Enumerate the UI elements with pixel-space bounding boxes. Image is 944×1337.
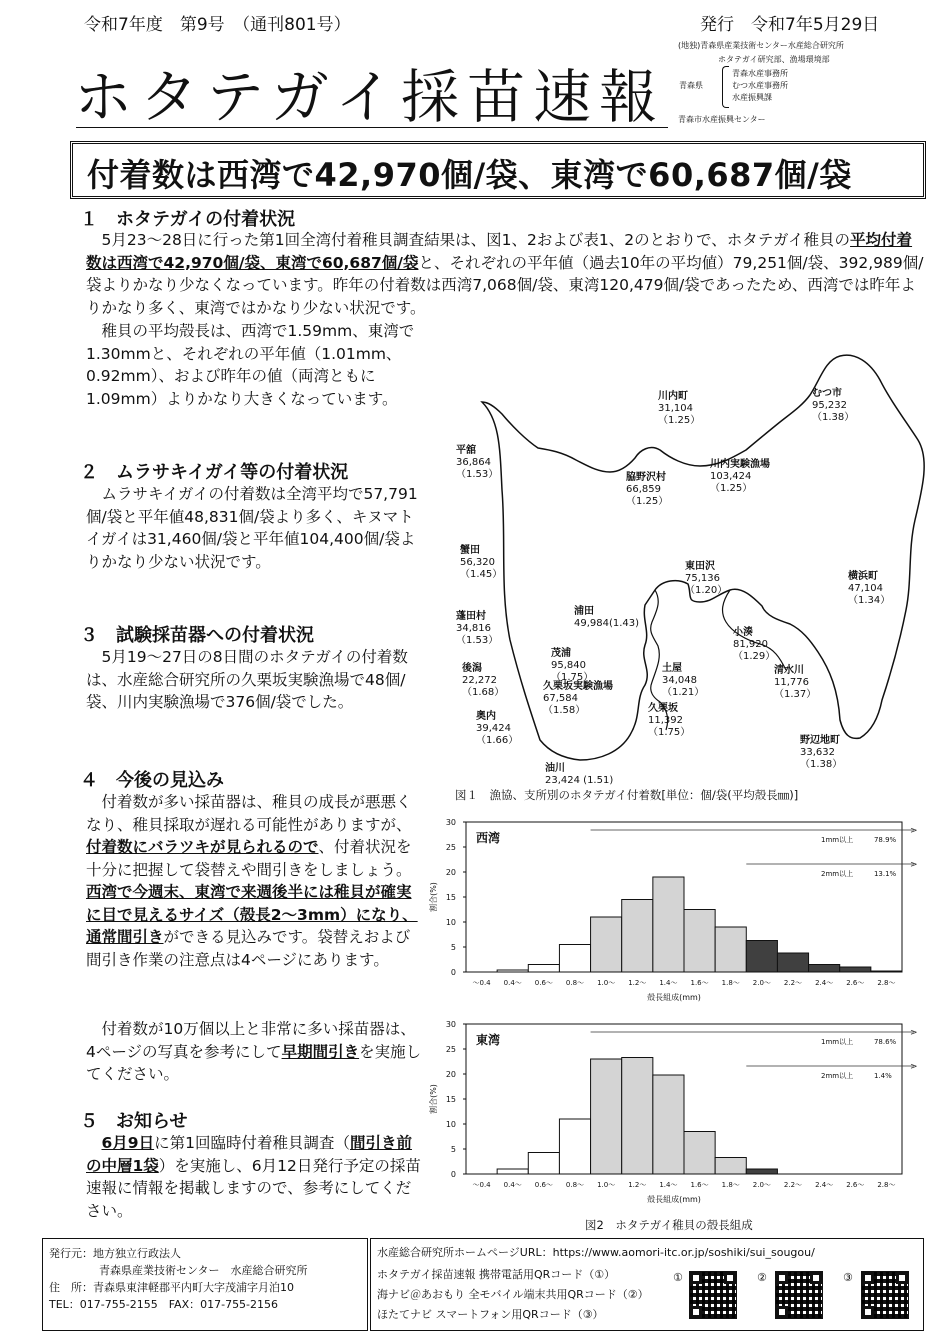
station-count: 49,984(1.43)	[574, 618, 640, 629]
y-tick-label: 15	[445, 1095, 456, 1104]
station-count: 11,392	[648, 715, 683, 726]
histogram-bar	[622, 1058, 653, 1175]
x-tick-label: 2.0～	[752, 979, 771, 987]
text: ）を実施し、6月12日発行予定の採苗速報に情報を掲載しますので、参考にしてください。	[86, 1156, 421, 1220]
station-name: 久栗坂実験漁場	[543, 681, 613, 692]
map-station	[462, 663, 504, 699]
station-size: （1.75）	[551, 672, 594, 683]
station-count: 34,048	[662, 675, 697, 686]
x-tick-label: 1.0～	[597, 979, 616, 987]
station-name: むつ市	[812, 388, 842, 399]
map-caption: 図１ 漁協、支所別のホタテガイ付着数[単位：個/袋(平均殻長㎜)]	[455, 788, 799, 802]
section-3-heading: ３ 試験採苗器への付着状況	[80, 625, 314, 646]
station-size: （1.25）	[658, 415, 701, 426]
x-tick-label: ～0.4	[472, 1181, 491, 1189]
footer-org: 青森県産業技術センター 水産総合研究所	[99, 1264, 308, 1277]
qr-label-1: ホタテガイ採苗速報 携帯電話用QRコード（①）	[377, 1268, 616, 1281]
histogram-bar	[715, 1158, 746, 1175]
range-label: 2mm以上	[821, 870, 854, 878]
station-size: （1.53）	[456, 635, 499, 646]
chart-west	[424, 808, 924, 1013]
x-axis-label: 殻長組成(mm)	[647, 993, 701, 1002]
x-tick-label: 2.2～	[783, 1181, 803, 1189]
map-station	[662, 663, 704, 699]
footer-address: 住 所：青森県東津軽郡平内町大字茂浦字月泊10	[49, 1281, 294, 1294]
histogram-bar	[559, 1119, 590, 1174]
station-size: （1.58）	[543, 705, 586, 716]
y-tick-label: 20	[445, 1070, 456, 1079]
y-tick-label: 20	[445, 868, 456, 877]
station-name: 川内実験漁場	[710, 459, 770, 470]
station-name: 横浜町	[848, 571, 878, 582]
station-size: （1.68）	[462, 687, 505, 698]
histogram-bar	[809, 965, 840, 973]
range-value: 78.6%	[873, 1038, 897, 1046]
station-size: （1.25）	[626, 496, 669, 507]
y-tick-label: 10	[445, 1120, 456, 1129]
station-count: 67,584	[543, 693, 578, 704]
histogram-bar	[559, 945, 590, 973]
emphasis-text: 6月9日	[101, 1134, 155, 1152]
text: 付着数が10万個以上と非常に多い採苗器は、4ページの写真を参考にして	[86, 1020, 416, 1061]
station-count: 39,424	[476, 723, 511, 734]
range-label: 2mm以上	[821, 1072, 854, 1080]
station-count: 47,104	[848, 583, 883, 594]
station-name: 東田沢	[685, 561, 715, 572]
map-station	[626, 472, 668, 508]
station-name: 浦田	[574, 606, 594, 617]
histogram-bar	[591, 1059, 622, 1174]
station-count: 31,104	[658, 403, 693, 414]
station-size: （1.25）	[710, 483, 753, 494]
section-3-paragraph: 5月19～27日の8日間のホタテガイの付着数は、水産総合研究所の久栗坂実験漁場で48個/袋、川内実験漁場で376個/袋でした。	[86, 648, 408, 711]
x-tick-label: 0.8～	[565, 1181, 585, 1189]
station-count: 23,424 (1.51)	[545, 775, 614, 786]
section-1-heading: １ ホタテガイの付着状況	[80, 209, 296, 230]
station-name: 平舘	[456, 445, 476, 456]
footer-publisher: 発行元：地方独立行政法人	[49, 1247, 181, 1260]
footer-links-box	[370, 1238, 924, 1331]
station-count: 95,840	[551, 660, 586, 671]
page-title: ホタテガイ採苗速報	[74, 63, 666, 131]
map-station	[456, 611, 498, 647]
map-station	[456, 445, 498, 481]
station-name: 清水川	[774, 665, 804, 676]
x-tick-label: 0.6～	[534, 979, 553, 987]
range-value: 78.9%	[873, 836, 897, 844]
station-size: （1.53）	[456, 469, 499, 480]
station-count: 34,816	[456, 623, 491, 634]
histogram-bar	[591, 917, 622, 972]
text: と、それぞれの平年値（過去10年の平均値）79,251個/袋、392,989個/袋よりかなり少なくなっています。昨年の付着数は西湾7,068個/袋、東湾120,479個/袋であったため、西湾では昨年よりかなり多く、東湾ではかなり少ない状況です。	[86, 253, 924, 317]
x-tick-label: ～0.4	[472, 979, 491, 987]
headline: 付着数は西湾で42,970個/袋、東湾で60,687個/袋	[87, 156, 852, 194]
range-arrow-head: >	[910, 1062, 918, 1072]
section-2-paragraph: ムラサキイガイの付着数は全湾平均で57,791個/袋と平年値48,831個/袋より多く、キヌマトイガイは31,460個/袋と平年値104,400個/袋よりかなり少ない状況です。	[86, 485, 418, 571]
station-size: （1.37）	[774, 689, 817, 700]
section-2-heading: ２ ムラサキイガイ等の付着状況	[80, 462, 349, 483]
station-name: 奥内	[476, 711, 496, 722]
map-station	[460, 545, 502, 581]
range-label: 1mm以上	[821, 1038, 854, 1046]
x-tick-label: 2.4～	[815, 1181, 834, 1189]
x-tick-label: 2.6～	[846, 979, 865, 987]
histogram-bar	[528, 965, 559, 973]
x-tick-label: 0.4～	[503, 979, 522, 987]
map-station	[848, 571, 890, 607]
issue-number: 令和7年度 第9号 （通刊801号）	[84, 15, 351, 35]
map-station	[648, 703, 690, 739]
histogram-bar	[871, 971, 902, 972]
histogram-bar	[653, 1075, 684, 1174]
text: 付着数が多い採苗器は、稚貝の成長が悪悪くなり、稚貝採取が遅れる可能性がありますが、	[86, 793, 412, 834]
x-tick-label: 1.8～	[721, 1181, 740, 1189]
y-tick-label: 30	[445, 1020, 456, 1029]
x-tick-label: 1.2～	[628, 979, 647, 987]
station-count: 33,632	[800, 747, 835, 758]
emphasis-text: 付着数にバラツキが見られるので	[86, 838, 319, 856]
station-name: 脇野沢村	[626, 472, 666, 483]
x-tick-label: 2.4～	[815, 979, 834, 987]
station-size: （1.20）	[685, 585, 728, 596]
histogram-bar	[746, 1169, 777, 1174]
x-axis-label: 殻長組成(mm)	[647, 1195, 701, 1204]
qr-number: ①	[673, 1271, 683, 1284]
qr-number: ②	[757, 1271, 767, 1284]
station-size: （1.38）	[800, 759, 843, 770]
emphasis-text: 西湾で今週末、東湾で来週後半には稚貝が確実に目で見えるサイズ（殻長2～3mm）になり、通常間引き	[86, 883, 418, 946]
org-pref: 青森県	[679, 81, 703, 90]
histogram-bar	[840, 967, 871, 972]
map-station	[710, 459, 770, 495]
issue-date: 発行 令和7年5月29日	[700, 15, 880, 35]
y-tick-label: 5	[450, 943, 456, 952]
map-station	[685, 561, 727, 597]
x-tick-label: 0.6～	[534, 1181, 553, 1189]
station-size: （1.38）	[812, 412, 855, 423]
range-value: 13.1%	[873, 870, 897, 878]
x-tick-label: 2.8～	[877, 979, 896, 987]
map-station	[551, 648, 593, 684]
range-arrow-head: >	[910, 860, 918, 870]
emphasis-text: 間引き前の中層1袋	[86, 1134, 412, 1175]
homepage-url[interactable]: 水産総合研究所ホームページURL：https://www.aomori-itc.or.jp/soshiki/sui_sougou/	[377, 1246, 815, 1259]
station-count: 75,136	[685, 573, 720, 584]
y-tick-label: 5	[450, 1145, 456, 1154]
text: ができる見込みです。袋替えおよび間引き作業の注意点は4ページにあります。	[86, 928, 411, 969]
range-arrow-head: >	[910, 1028, 918, 1038]
text: を実施してください。	[86, 1042, 422, 1083]
map-station	[658, 391, 700, 427]
x-tick-label: 1.6～	[690, 979, 709, 987]
section-4-heading: ４ 今後の見込み	[80, 770, 224, 791]
chart-title: 東湾	[476, 1033, 501, 1047]
station-count: 56,320	[460, 557, 495, 568]
y-axis-label: 割合(%)	[429, 882, 438, 912]
station-size: （1.34）	[848, 595, 891, 606]
station-count: 66,859	[626, 484, 661, 495]
histogram-bar	[777, 953, 808, 972]
histogram-bar	[746, 941, 777, 973]
station-size: （1.21）	[662, 687, 705, 698]
section-5-heading: ５ お知らせ	[80, 1111, 188, 1132]
y-axis-label: 割合(%)	[429, 1084, 438, 1114]
y-tick-label: 0	[450, 968, 456, 977]
station-name: 久栗坂	[648, 703, 678, 714]
histogram-bar	[684, 910, 715, 973]
section-1-paragraph-1	[86, 229, 924, 319]
station-size: （1.29）	[733, 651, 776, 662]
station-count: 81,920	[733, 639, 768, 650]
station-name: 後潟	[462, 663, 482, 674]
map-station	[476, 711, 518, 747]
emphasis-text: 平均付着数は西湾で42,970個/袋、東湾で60,687個/袋	[86, 231, 913, 272]
station-count: 36,864	[456, 457, 491, 468]
org-pref-item: 水産振興課	[732, 93, 772, 102]
range-arrow-head: >	[910, 826, 918, 836]
map-station	[774, 665, 816, 701]
x-tick-label: 2.0～	[752, 1181, 771, 1189]
text: に第1回臨時付着稚貝調査（	[154, 1134, 350, 1152]
qr-label-3: ほたてナビ スマートフォン用QRコード（③）	[377, 1308, 604, 1321]
qr-code-icon[interactable]	[861, 1271, 909, 1319]
map-station	[800, 735, 842, 771]
station-count: 95,232	[812, 400, 847, 411]
station-size: （1.75）	[648, 727, 691, 738]
station-size: （1.45）	[460, 569, 503, 580]
station-count: 11,776	[774, 677, 809, 688]
station-name: 茂浦	[551, 648, 571, 659]
y-tick-label: 10	[445, 918, 456, 927]
station-name: 蟹田	[460, 545, 480, 556]
histogram-bar	[497, 970, 528, 972]
footer-contact-box	[42, 1238, 368, 1331]
histogram-bar	[684, 1132, 715, 1175]
x-tick-label: 1.2～	[628, 1181, 647, 1189]
text: 、付着状況を十分に把握して袋替えや間引きをしましょう。	[86, 838, 412, 879]
footer-phone: TEL：017-755-2155 FAX：017-755-2156	[49, 1298, 279, 1311]
range-label: 1mm以上	[821, 836, 854, 844]
org-top: (地独)青森県産業技術センター水産総合研究所	[678, 41, 844, 50]
map-station	[574, 606, 639, 630]
station-name: 川内町	[658, 391, 688, 402]
x-tick-label: 1.8～	[721, 979, 740, 987]
x-tick-label: 1.4～	[659, 979, 678, 987]
histogram-bar	[622, 900, 653, 973]
qr-code-icon[interactable]	[689, 1271, 737, 1319]
section-5-paragraph	[86, 1132, 422, 1222]
x-tick-label: 2.8～	[877, 1181, 896, 1189]
org-pref-item: むつ水産事務所	[732, 81, 788, 90]
x-tick-label: 2.6～	[846, 1181, 865, 1189]
station-name: 土屋	[662, 663, 682, 674]
station-count: 22,272	[462, 675, 497, 686]
headline-box	[70, 141, 926, 199]
org-city: 青森市水産振興センター	[678, 115, 766, 124]
section-1-paragraph-2: 稚貝の平均殻長は、西湾で1.59mm、東湾で1.30mmと、それぞれの平年値（1.01mm、0.92mm）、および昨年の値（両湾ともに1.09mm）よりかなり大きくなっています。	[86, 322, 415, 408]
y-tick-label: 30	[445, 818, 456, 827]
station-name: 小湊	[733, 627, 753, 638]
histogram-bar	[653, 877, 684, 972]
map-station	[733, 627, 775, 663]
map-station	[543, 681, 613, 717]
y-tick-label: 25	[445, 843, 456, 852]
qr-code-icon[interactable]	[775, 1271, 823, 1319]
chart-east	[424, 1010, 924, 1215]
station-name: 油川	[545, 763, 565, 774]
range-value: 1.4%	[873, 1072, 892, 1080]
x-tick-label: 1.6～	[690, 1181, 709, 1189]
text: 5月23～28日に行った第1回全湾付着稚貝調査結果は、図1、2および表1、2のとおりで、ホタテガイ稚貝の	[101, 231, 851, 249]
chart-title: 西湾	[476, 831, 501, 845]
org-line2: ホタテガイ研究部、漁場環境部	[718, 55, 830, 64]
y-tick-label: 0	[450, 1170, 456, 1179]
station-name: 野辺地町	[800, 735, 840, 746]
x-tick-label: 1.0～	[597, 1181, 616, 1189]
map-station	[545, 763, 613, 787]
qr-label-2: 海ナビ＠あおもり 全モバイル端末共用QRコード（②）	[377, 1288, 649, 1301]
x-tick-label: 1.4～	[659, 1181, 678, 1189]
org-pref-item: 青森水産事務所	[732, 69, 788, 78]
x-tick-label: 2.2～	[783, 979, 803, 987]
section-4-paragraph-2	[86, 1018, 422, 1086]
histogram-bar	[497, 1169, 528, 1174]
station-count: 103,424	[710, 471, 752, 482]
histogram-bar	[715, 927, 746, 972]
qr-number: ③	[843, 1271, 853, 1284]
x-tick-label: 0.8～	[565, 979, 585, 987]
station-name: 蓬田村	[456, 611, 486, 622]
chart-caption: 図2 ホタテガイ稚貝の殻長組成	[585, 1218, 753, 1232]
y-tick-label: 25	[445, 1045, 456, 1054]
x-tick-label: 0.4～	[503, 1181, 522, 1189]
y-tick-label: 15	[445, 893, 456, 902]
title-rule	[76, 127, 668, 128]
emphasis-text: 早期間引き	[281, 1042, 360, 1061]
section-4-paragraph-1	[86, 791, 422, 971]
histogram-bar	[528, 1153, 559, 1175]
station-size: （1.66）	[476, 735, 519, 746]
map-station	[812, 388, 854, 424]
org-brace	[722, 66, 729, 108]
